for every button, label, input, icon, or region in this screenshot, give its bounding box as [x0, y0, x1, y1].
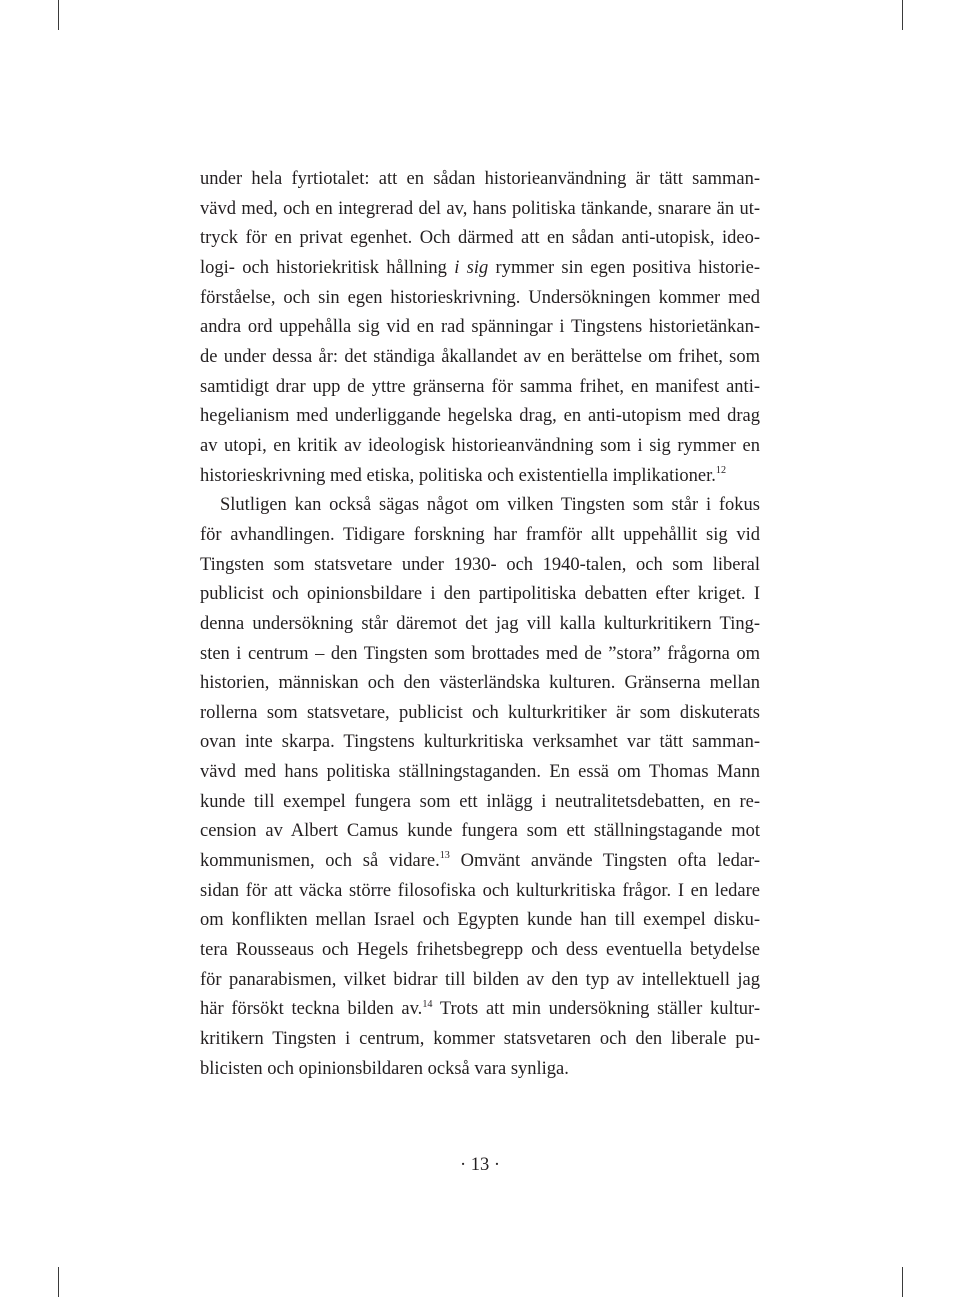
text-line: andra ord uppehålla sig vid en rad spänningar i Tingstens historietänkan-	[200, 317, 760, 338]
text-line: de under dessa år: det ständiga åkallandet av en berättelse om frihet, som	[200, 346, 760, 367]
text-line	[200, 254, 760, 284]
text-line: sidan för att väcka större filosofiska och kulturkritiska frågor. I en ledare	[200, 880, 760, 901]
text-run: här försökt teckna bilden av.	[200, 999, 423, 1020]
text-line	[200, 462, 760, 492]
text-line: rollerna som statsvetare, publicist och kulturkritiker är som diskuterats	[200, 702, 760, 723]
text-line: denna undersökning står däremot det jag vill kalla kulturkritikern Ting-	[200, 613, 760, 634]
text-line: Slutligen kan också sägas något om vilken Tingsten som står i fokus	[220, 495, 760, 516]
footnote-reference: 13	[439, 850, 450, 862]
page-number: · 13 ·	[459, 1155, 501, 1175]
crop-mark-bottom-right	[902, 1267, 903, 1297]
text-line: tera Rousseaus och Hegels frihetsbegrepp och dess eventuella betydelse	[200, 940, 760, 961]
text-line: sten i centrum – den Tingsten som brottades med de ”stora” frågorna om	[200, 643, 760, 664]
crop-mark-top-left	[58, 0, 59, 30]
text-line: hegelianism med underliggande hegelska drag, en anti-utopism med drag	[200, 406, 760, 427]
text-run: rymmer sin egen positiva historie-	[488, 257, 761, 278]
text-line: av utopi, en kritik av ideologisk historieanvändning som i sig rymmer en	[200, 435, 760, 456]
paragraph-continued	[200, 165, 760, 491]
text-line: publicist och opinionsbildare i den partipolitiska debatten efter kriget. I	[200, 584, 760, 605]
text-line: blicisten och opinionsbildaren också vara synliga.	[200, 1058, 569, 1079]
text-line: kritikern Tingsten i centrum, kommer statsvetaren och den liberale pu-	[200, 1029, 760, 1050]
text-line: ovan inte skarpa. Tingstens kulturkritiska verksamhet var tätt samman-	[200, 732, 760, 753]
text-run: historieskrivning med etiska, politiska och existentiella implikationer.	[200, 465, 716, 486]
text-run: Trots att min undersökning ställer kultur-	[432, 999, 761, 1020]
body-text	[200, 165, 760, 1084]
text-line: kunde till exempel fungera som ett inlägg i neutralitetsdebatten, en re-	[200, 791, 760, 812]
text-line: förståelse, och sin egen historieskrivning. Undersökningen kommer med	[200, 287, 760, 308]
text-line: om konflikten mellan Israel och Egypten kunde han till exempel disku-	[200, 910, 760, 931]
text-line: för avhandlingen. Tidigare forskning har framför allt uppehållit sig vid	[200, 524, 760, 545]
text-run: Omvänt använde Tingsten ofta ledar-	[449, 851, 760, 872]
text-line: samtidigt drar upp de yttre gränserna för samma frihet, en manifest anti-	[200, 376, 760, 397]
text-line	[200, 847, 760, 877]
text-line: under hela fyrtiotalet: att en sådan historieanvändning är tätt samman-	[200, 169, 760, 189]
text-line: för panarabismen, vilket bidrar till bilden av den typ av intellektuell jag	[200, 969, 760, 990]
text-line: Tingsten som statsvetare under 1930- och 1940-talen, och som liberal	[200, 554, 760, 575]
text-line	[200, 995, 760, 1025]
text-line: vävd med hans politiska ställningstaganden. En essä om Thomas Mann	[200, 762, 760, 783]
italic-text: i sig	[454, 257, 489, 278]
text-line: vävd med, och en integrerad del av, hans politiska tänkande, snarare än ut-	[200, 198, 760, 219]
text-run: kommunismen, och så vidare.	[200, 851, 440, 872]
crop-mark-bottom-left	[58, 1267, 59, 1297]
text-line: tryck för en privat egenhet. Och därmed att en sådan anti-utopisk, ideo-	[200, 228, 760, 249]
footnote-reference: 12	[715, 464, 727, 476]
text-line: historien, människan och den västerländska kulturen. Gränserna mellan	[200, 673, 760, 694]
paragraph	[200, 491, 760, 1084]
footnote-reference: 14	[422, 998, 433, 1010]
text-line: cension av Albert Camus kunde fungera som ett ställningstagande mot	[200, 821, 760, 842]
crop-mark-top-right	[902, 0, 903, 30]
text-run: logi- och historiekritisk hållning	[200, 257, 455, 278]
